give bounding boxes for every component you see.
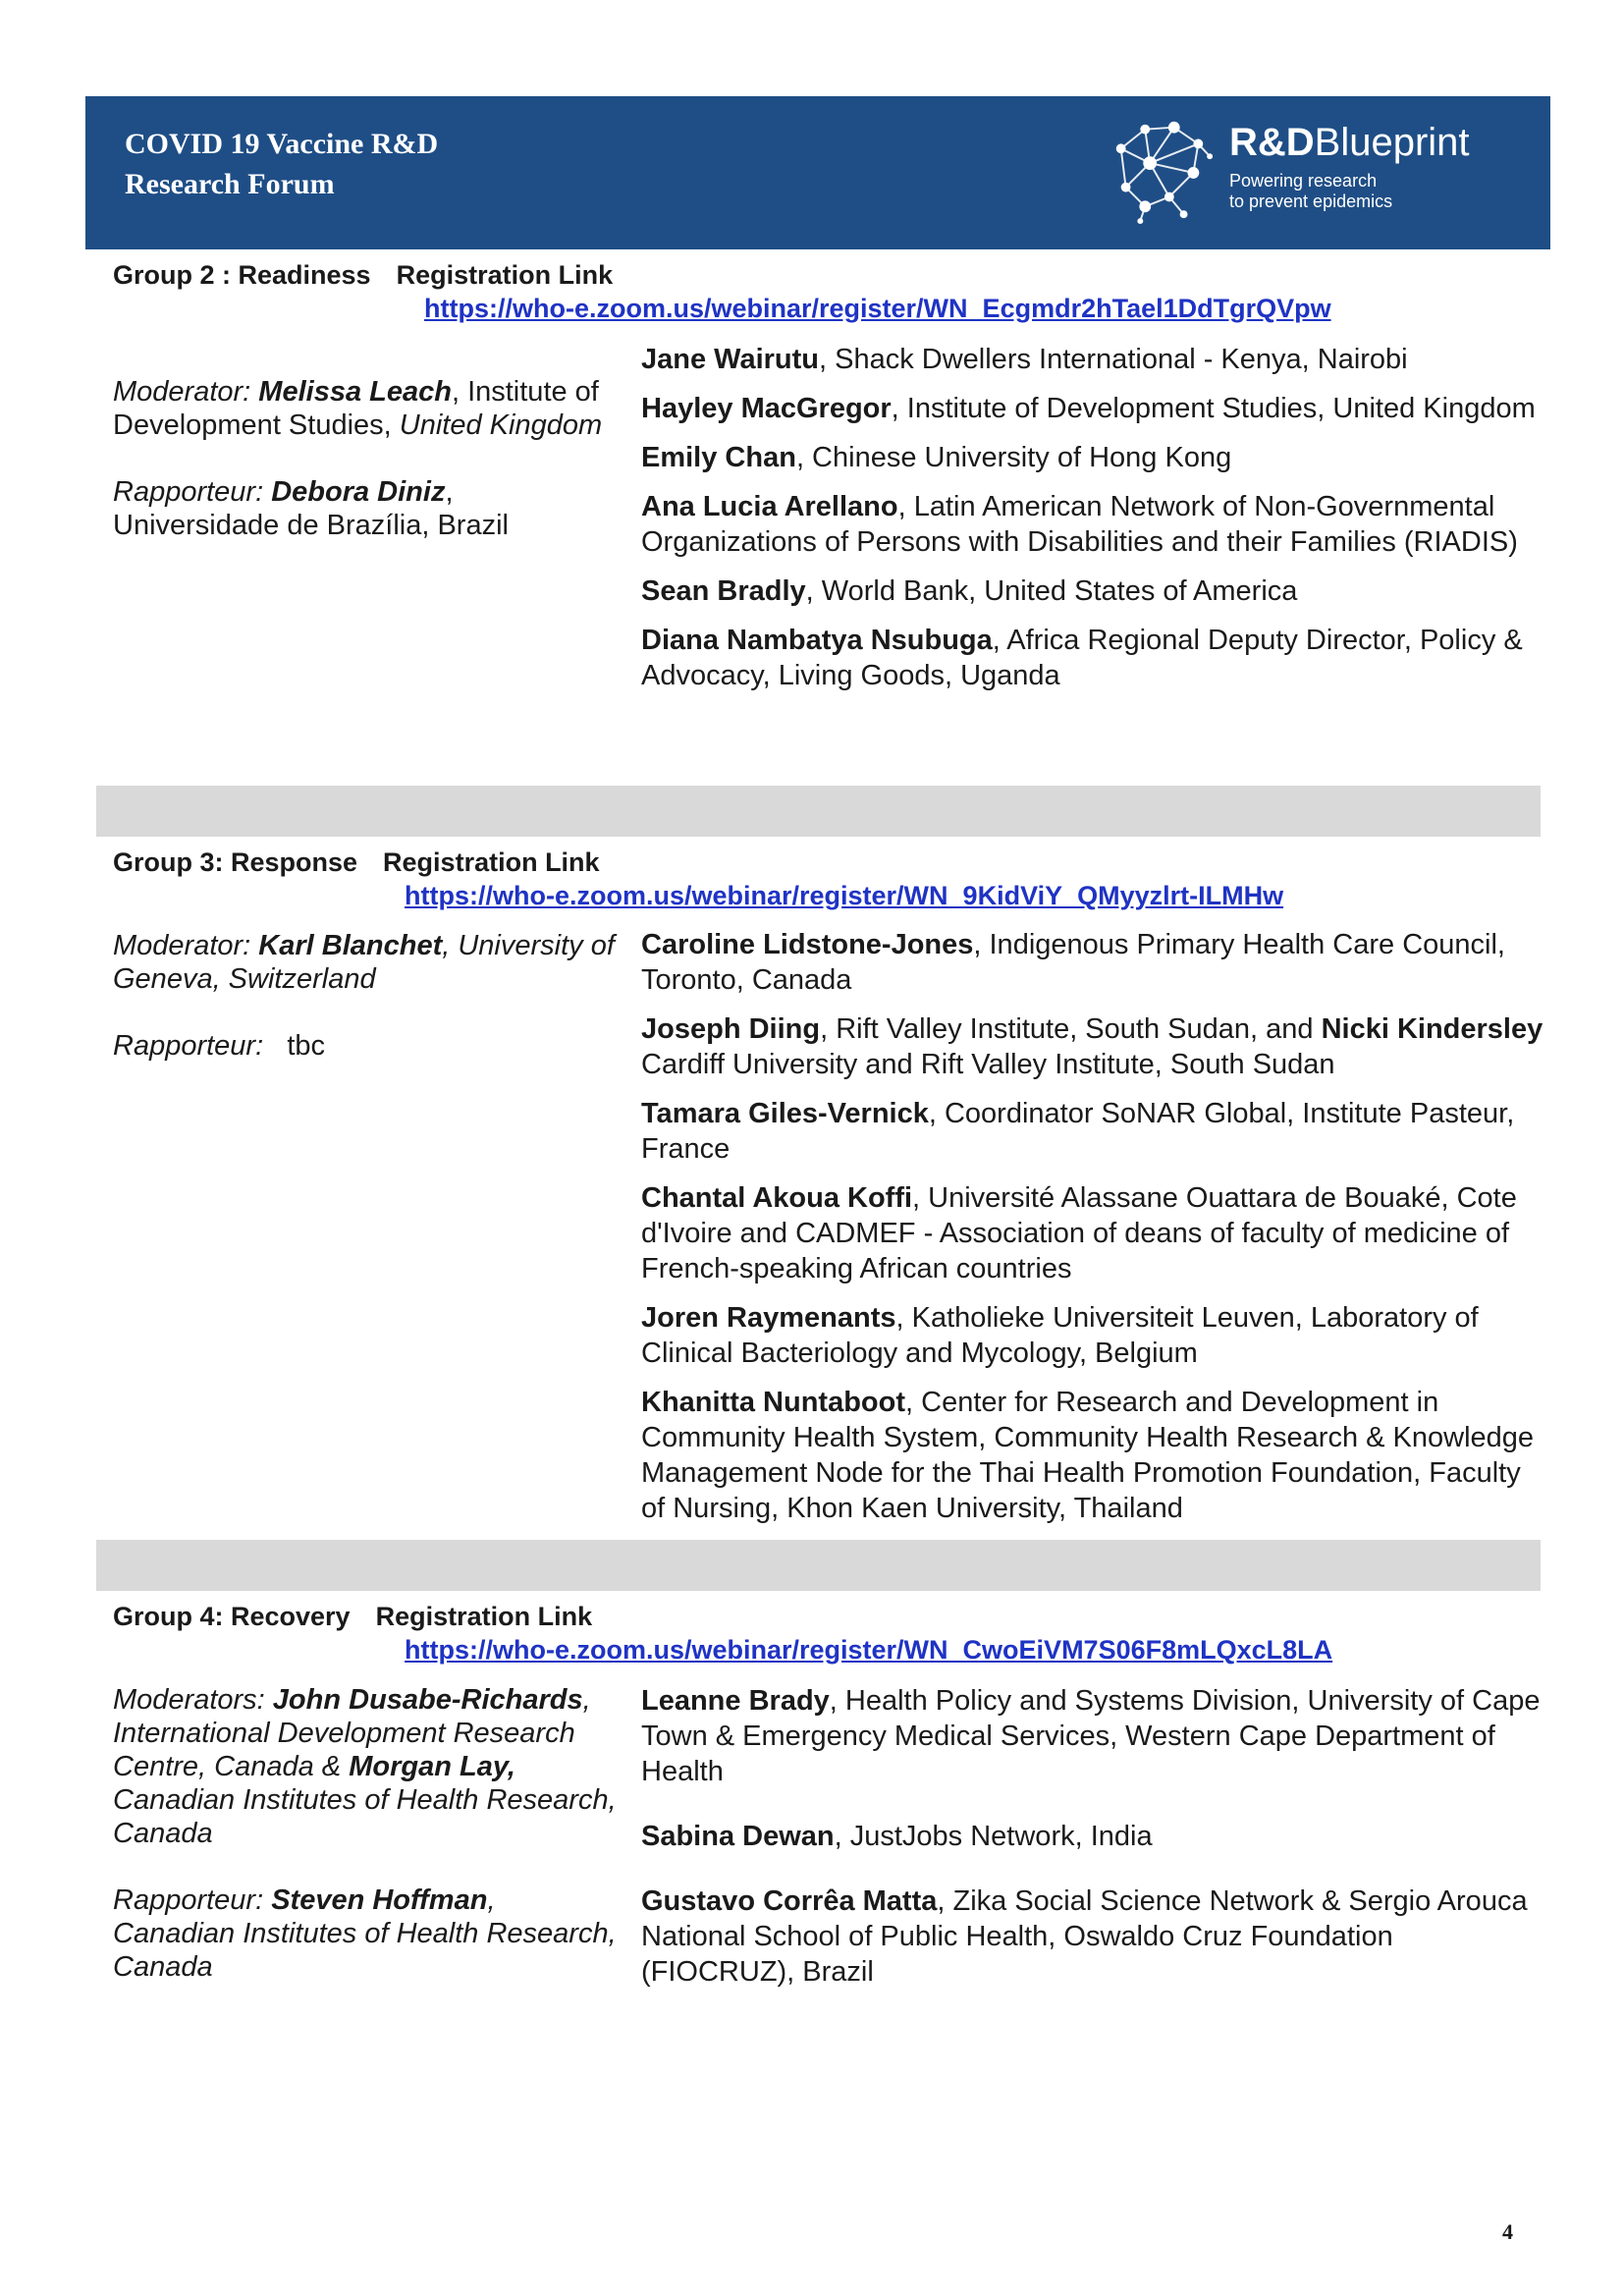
forum-title: COVID 19 Vaccine R&D Research Forum	[125, 128, 439, 200]
list-item: Ana Lucia Arellano, Latin American Network of Non-Governmental Organizations of Persons with Disabilities and their Families (RIADIS)	[641, 491, 1518, 558]
group4-panelists	[641, 1683, 1544, 2003]
list-item: Hayley MacGregor, Institute of Development Studies, United Kingdom	[641, 393, 1536, 424]
list-item: Khanitta Nuntaboot, Center for Research and Development in Community Health System, Community Health Research & Knowledge Management Node for the Thai Health Promotion Foundation, Faculty of Nursing, Khon Kaen University, Thailand	[641, 1387, 1535, 1524]
network-globe-icon	[1102, 110, 1218, 226]
section-divider	[96, 1540, 1541, 1591]
rapporteur: Rapporteur: Steven Hoffman, Canadian Institutes of Health Research, Canada	[113, 1884, 617, 1983]
logo: R&DBlueprint Powering research to prevent epidemics	[1229, 121, 1470, 211]
group3-moderators	[113, 929, 623, 1096]
list-item: Chantal Akoua Koffi, Université Alassane Ouattara de Bouaké, Cote d'Ivoire and CADMEF - Association of deans of faculty of medicine of French-speaking African countries	[641, 1182, 1517, 1284]
list-item: Leanne Brady, Health Policy and Systems Division, University of Cape Town & Emergency Medical Services, Western Cape Department of Health	[641, 1685, 1541, 1787]
list-item: Sabina Dewan, JustJobs Network, India	[641, 1821, 1153, 1852]
moderator: Moderator: Karl Blanchet, University of Geneva, Switzerland	[113, 930, 615, 995]
list-item: Emily Chan, Chinese University of Hong Kong	[641, 442, 1232, 473]
list-item: Gustavo Corrêa Matta, Zika Social Science Network & Sergio Arouca National School of Public Health, Oswaldo Cruz Foundation (FIOCRUZ), Brazil	[641, 1885, 1528, 1988]
moderator: Moderator: Melissa Leach, Institute of Development Studies, United Kingdom	[113, 376, 603, 441]
group4-heading: Group 4: Recovery Registration Link	[113, 1602, 593, 1631]
list-item: Joseph Diing, Rift Valley Institute, South Sudan, and Nicki Kindersley Cardiff University and Rift Valley Institute, South Sudan	[641, 1013, 1543, 1080]
list-item: Diana Nambatya Nsubuga, Africa Regional Deputy Director, Policy & Advocacy, Living Goods, Uganda	[641, 625, 1523, 691]
group2-registration-link[interactable]: https://who-e.zoom.us/webinar/register/WN_Ecgmdr2hTael1DdTgrQVpw	[424, 294, 1331, 323]
list-item: Joren Raymenants, Katholieke Universiteit Leuven, Laboratory of Clinical Bacteriology and Mycology, Belgium	[641, 1302, 1479, 1369]
group3-panelists	[641, 927, 1544, 1540]
list-item: Caroline Lidstone-Jones, Indigenous Primary Health Care Council, Toronto, Canada	[641, 929, 1505, 996]
group3-registration-link[interactable]: https://who-e.zoom.us/webinar/register/WN_9KidViY_QMyyzlrt-ILMHw	[405, 881, 1284, 910]
list-item: Tamara Giles-Vernick, Coordinator SoNAR Global, Institute Pasteur, France	[641, 1098, 1515, 1165]
rapporteur: Rapporteur: tbc	[113, 1030, 326, 1062]
rapporteur: Rapporteur: Debora Diniz, Universidade de Brazília, Brazil	[113, 476, 509, 541]
group4-registration-link[interactable]: https://who-e.zoom.us/webinar/register/WN_CwoEiVM7S06F8mLQxcL8LA	[405, 1635, 1333, 1665]
section-divider	[96, 786, 1541, 837]
group2-moderators	[113, 375, 623, 575]
group2-panelists	[641, 342, 1544, 707]
group2-heading: Group 2 : Readiness Registration Link	[113, 260, 614, 290]
header-banner	[85, 96, 1550, 249]
moderator: Moderators: John Dusabe-Richards, International Development Research Centre, Canada & Morgan Lay, Canadian Institutes of Health Research, Canada	[113, 1684, 617, 1849]
list-item: Jane Wairutu, Shack Dwellers International - Kenya, Nairobi	[641, 344, 1408, 375]
group4-moderators	[113, 1683, 623, 2017]
list-item: Sean Bradly, World Bank, United States of America	[641, 575, 1298, 607]
group3-heading: Group 3: Response Registration Link	[113, 847, 600, 877]
page-number: 4	[1502, 2219, 1513, 2244]
